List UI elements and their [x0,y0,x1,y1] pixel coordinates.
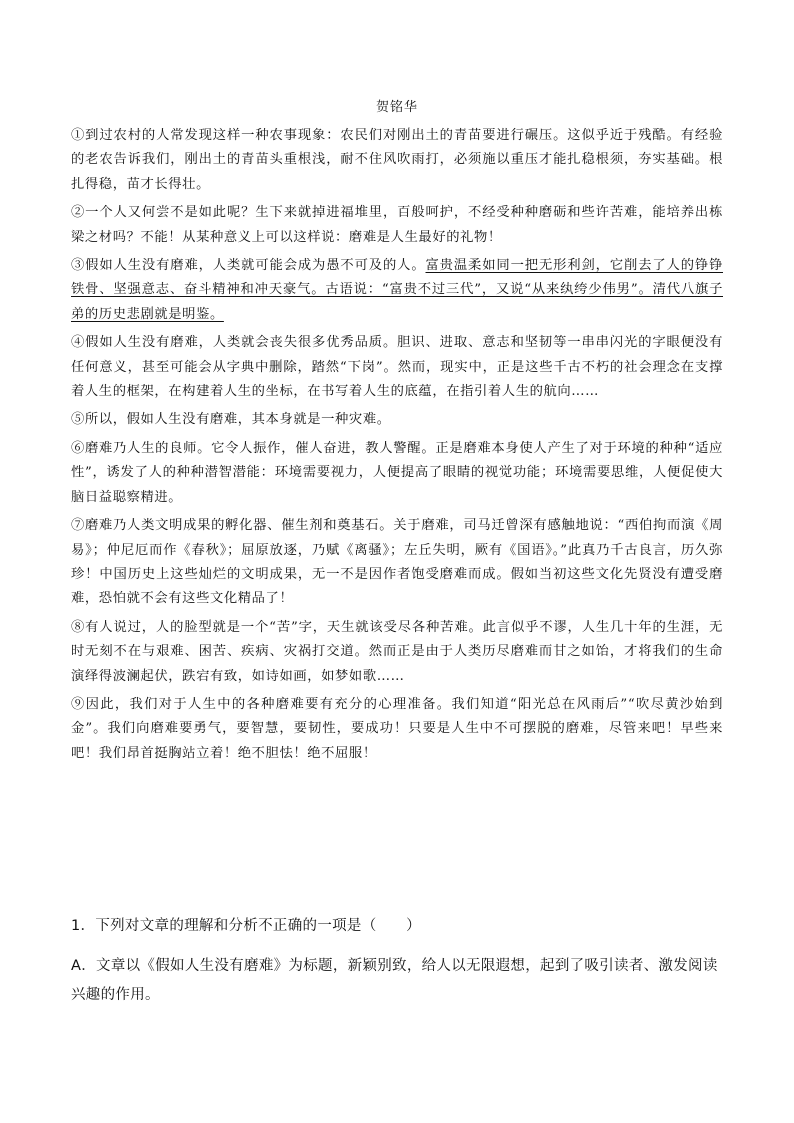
article-body [71,124,723,770]
paragraph-1: ①到过农村的人常发现这样一种农事现象：农民们对刚出土的青苗要进行碾压。这似乎近于残酷。有经验的老农告诉我们，刚出土的青苗头重根浅，耐不住风吹雨打，必须施以重压才能扎稳根须，夯实基础。根扎得稳，苗才长得壮。 [71,128,723,192]
question-stem: 1．下列对文章的理解和分析不正确的一项是（ ） [71,918,421,934]
paragraph-7: ⑦磨难乃人类文明成果的孵化器、催生剂和奠基石。关于磨难，司马迁曾深有感触地说：“西伯拘而演《周易》；仲尼厄而作《春秋》；屈原放逐，乃赋《离骚》；左丘失明，厥有《国语》。”此真乃千古良言，历久弥珍！中国历史上这些灿烂的文明成果，无一不是因作者饱受磨难而成。假如当初这些文化先贤没有遭受磨难，恐怕就不会有这些文化精品了！ [71,518,723,607]
paragraph-5: ⑤所以，假如人生没有磨难，其本身就是一种灾难。 [71,412,391,428]
paragraph-3 [71,254,723,327]
paragraph-9: ⑨因此，我们对于人生中的各种磨难要有充分的心理准备。我们知道“阳光总在风雨后”“吹尽黄沙始到金”。我们向磨难要勇气，要智慧，要韧性，要成功！只要是人生中不可摆脱的磨难，尽管来吧！早些来吧！我们昂首挺胸站立着！绝不胆怯！绝不屈服！ [71,696,723,761]
paragraph-3-plain: ③假如人生没有磨难，人类就可能会成为愚不可及的人。 [71,258,426,274]
question-option-a: A．文章以《假如人生没有磨难》为标题，新颖别致，给人以无限遐想，起到了吸引读者、激发阅读兴趣的作用。 [71,958,718,1003]
paragraph-8: ⑧有人说过，人的脸型就是一个“苦”字，天生就该受尽各种苦难。此言似乎不谬，人生几十年的生涯，无时无刻不在与艰难、困苦、疾病、灾祸打交道。然而正是由于人类历尽磨难而甘之如饴，才将我们的生命演绎得波澜起伏，跌宕有致，如诗如画，如梦如歌…… [71,619,723,684]
paragraph-2: ②一个人又何尝不是如此呢？生下来就掉进福堆里，百般呵护，不经受种种磨砺和些许苦难，能培养出栋梁之材吗？不能！从某种意义上可以这样说：磨难是人生最好的礼物！ [71,205,723,245]
author-name: 贺铭华 [375,100,418,115]
paragraph-4: ④假如人生没有磨难，人类就会丧失很多优秀品质。胆识、进取、意志和坚韧等一串串闪光的字眼便没有任何意义，甚至可能会从字典中删除，踏然“下岗”。然而，现实中，正是这些千古不朽的社会理念在支撑着人生的框架，在构建着人生的坐标，在书写着人生的底蕴，在指引着人生的航向…… [71,335,723,400]
paragraph-3-underlined: 富贵温柔如同一把无形利剑，它削去了人的铮铮铁骨、坚强意志、奋斗精神和冲天豪气。古语说：“富贵不过三代”，又说“从来纨绔少伟男”。清代八旗子弟的历史悲剧就是明鉴。 [71,258,723,322]
paragraph-6: ⑥磨难乃人生的良师。它令人振作，催人奋进，教人警醒。正是磨难本身使人产生了对于环境的种种“适应性”，诱发了人的种种潜智潜能：环境需要视力，人便提高了眼睛的视觉功能；环境需要思维，人便促使大脑日益聪察精进。 [71,440,723,505]
